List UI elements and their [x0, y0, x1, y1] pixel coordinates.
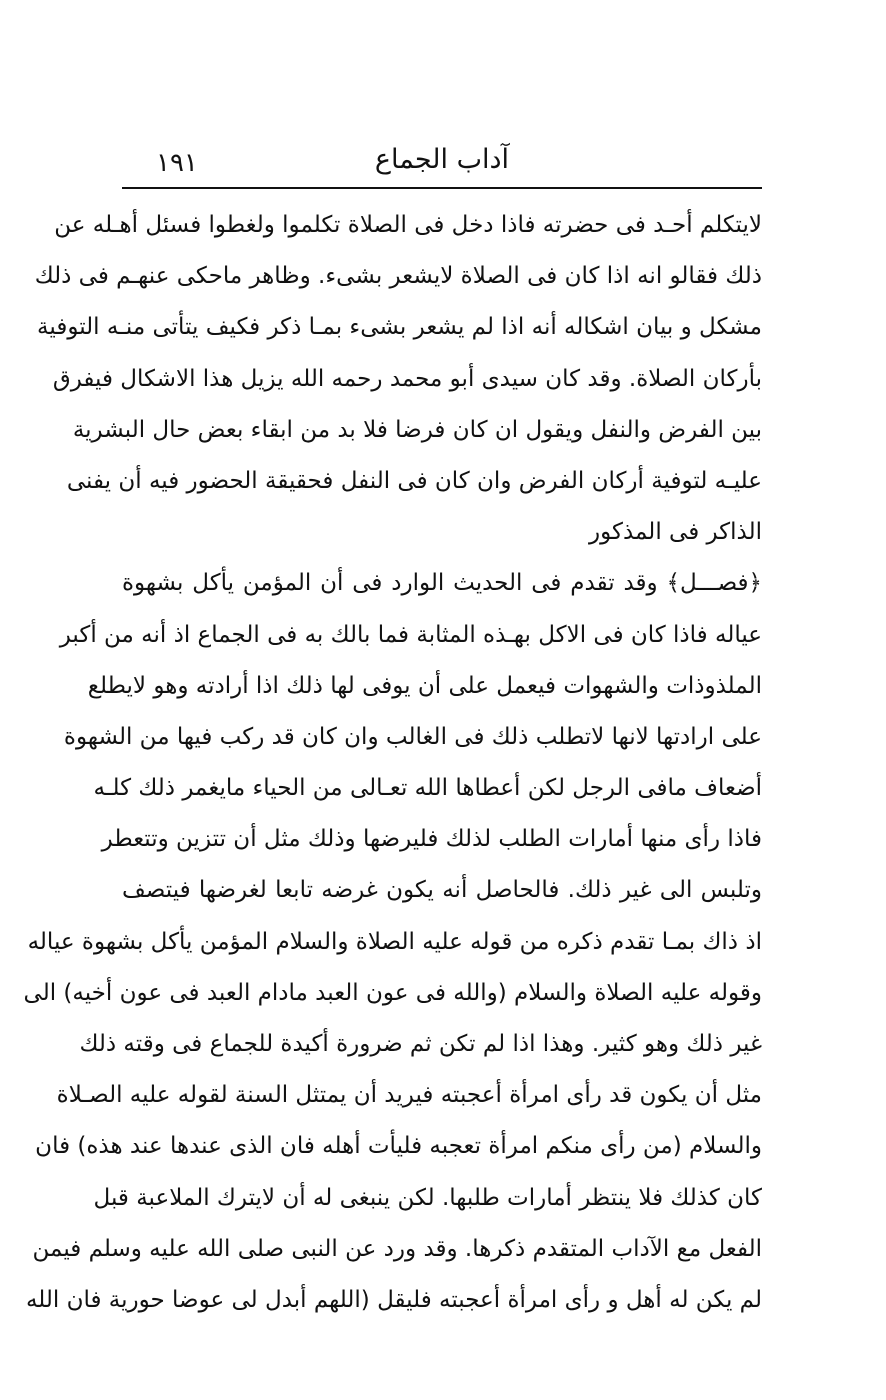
- text-line: الذاكر فى المذكور: [589, 519, 762, 546]
- text-line: غير ذلك وهو كثير. وهذا اذا لم تكن ثم ضرورة أكيدة للجماع فى وقته ذلك: [79, 1031, 762, 1057]
- text-line: فاذا رأى منها أمارات الطلب لذلك فليرضها وذلك مثل أن تتزين وتتعطر: [101, 826, 762, 853]
- text-line: مشكل و بيان اشكاله أنه اذا لم يشعر بشىء بمـا ذكر فكيف يتأتى منـه التوفية: [37, 314, 762, 341]
- text-line: عياله فاذا كان فى الاكل بهـذه المثابة فما بالك به فى الجماع اذ أنه من أكبر: [59, 621, 762, 648]
- running-title: آداب الجماع: [374, 144, 510, 175]
- text-line: أضعاف مافى الرجل لكن أعطاها الله تعـالى من الحياء مايغمر ذلك كلـه: [93, 775, 762, 802]
- page-number: ١٩١: [156, 148, 198, 178]
- text-line: لم يكن له أهل و رأى امرأة أعجبته فليقل (اللهم أبدل لى عوضا حورية فان الله: [25, 1286, 762, 1313]
- text-line: ذلك فقالو انه اذا كان فى الصلاة لايشعر بشىء. وظاهر ماحكى عنهـم فى ذلك: [34, 263, 762, 290]
- header-rule: [122, 187, 762, 189]
- text-line: بأركان الصلاة. وقد كان سيدى أبو محمد رحمه الله يزيل هذا الاشكال فيفرق: [52, 365, 762, 392]
- text-line: لايتكلم أحـد فى حضرته فاذا دخل فى الصلاة تكلموا ولغطوا فسئل أهـله عن: [54, 212, 762, 238]
- text-line: مثل أن يكون قد رأى امرأة أعجبته فيريد أن يمتثل السنة لقوله عليه الصـلاة: [56, 1082, 762, 1109]
- text-line: على ارادتها لانها لاتطلب ذلك فى الغالب وان كان قد ركب فيها من الشهوة: [63, 723, 762, 750]
- text-line: وقوله عليه الصلاة والسلام (والله فى عون العبد مادام العبد فى عون أخيه) الى: [23, 979, 762, 1006]
- text-line: والسلام (من رأى منكم امرأة تعجبه فليأت أهله فان الذى عندها عند هذه) فان: [35, 1133, 762, 1160]
- text-line: وتلبس الى غير ذلك. فالحاصل أنه يكون غرضه تابعا لغرضها فيتصف: [122, 877, 762, 904]
- text-line: عليـه لتوفية أركان الفرض وان كان فى النفل فحقيقة الحضور فيه أن يفنى: [66, 467, 762, 494]
- body-text: [23, 200, 762, 1326]
- text-line: بين الفرض والنفل ويقول ان كان فرضا فلا بد من ابقاء بعض حال البشرية: [72, 416, 762, 443]
- text-line: اذ ذاك بمـا تقدم ذكره من قوله عليه الصلاة والسلام المؤمن يأكل بشهوة عياله: [27, 928, 762, 955]
- section-heading-line: ﴿فصـــل﴾ وقد تقدم فى الحديث الوارد فى أن المؤمن يأكل بشهوة: [122, 570, 762, 597]
- text-line: الملذوذات والشهوات فيعمل على أن يوفى لها ذلك اذا أرادته وهو لايطلع: [87, 672, 762, 699]
- text-line: كان كذلك فلا ينتظر أمارات طلبها. لكن ينبغى له أن لايترك الملاعبة قبل: [93, 1184, 762, 1211]
- page-header: [122, 138, 762, 186]
- text-line: الفعل مع الآداب المتقدم ذكرها. وقد ورد عن النبى صلى الله عليه وسلم فيمن: [32, 1235, 762, 1262]
